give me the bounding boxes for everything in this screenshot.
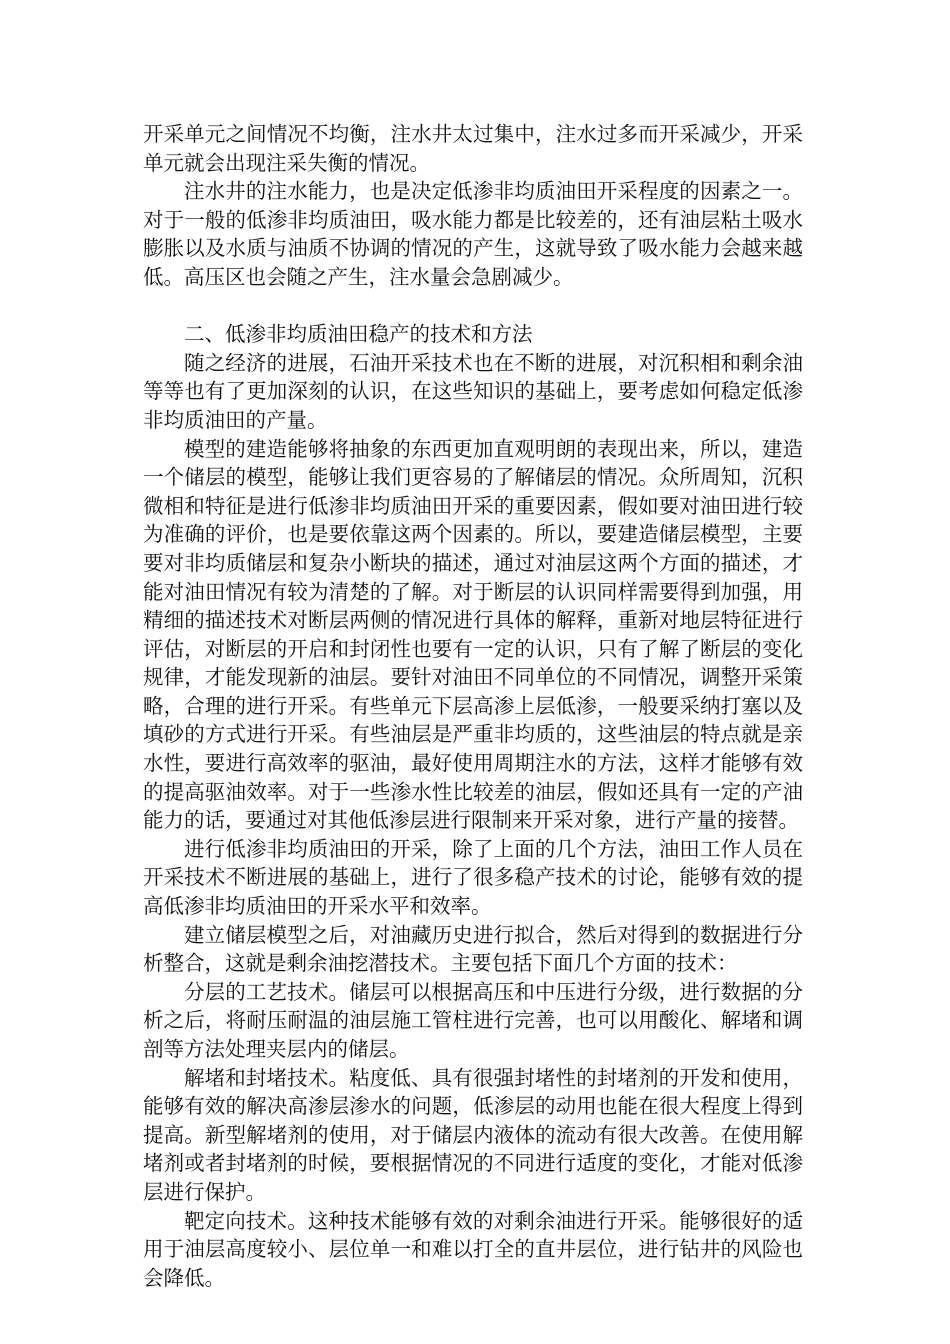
paragraph-remaining-oil: 建立储层模型之后，对油藏历史进行拟合，然后对得到的数据进行分析整合，这就是剩余油挖潜技术。主要包括下面几个方面的技术： bbox=[143, 922, 803, 976]
paragraph-reservoir-model: 模型的建造能够将抽象的东西更加直观明朗的表现出来，所以，建造一个储层的模型，能够让我们更容易的了解储层的情况。众所周知，沉积微相和特征是进行低渗非均质油田开采的重要因素，假如要对油田进行较为准确的评价，也是要依靠这两个因素的。所以，要建造储层模型，主要要对非均质储层和复杂小断块的描述，通过对油层这两个方面的描述，才能对油田情况有较为清楚的了解。对于断层的认识同样需要得到加强，用精细的描述技术对断层两侧的情况进行具体的解释，重新对地层特征进行评估，对断层的开启和封闭性也要有一定的认识，只有了解了断层的变化规律，才能发现新的油层。要针对油田不同单位的不同情况，调整开采策略，合理的进行开采。有些单元下层高渗上层低渗，一般要采纳打塞以及填砂的方式进行开采。有些油层是严重非均质的，这些油层的特点就是亲水性，要进行高效率的驱油，最好使用周期注水的方法，这样才能够有效的提高驱油效率。对于一些渗水性比较差的油层，假如还具有一定的产油能力的话，要通过对其他低渗层进行限制来开采对象，进行产量的接替。 bbox=[143, 436, 803, 833]
paragraph-target-orientation: 靶定向技术。这种技术能够有效的对剩余油进行开采。能够很好的适用于油层高度较小、层位单一和难以打全的直井层位，进行钻井的风险也会降低。 bbox=[143, 1208, 803, 1290]
paragraph-plugging-technology: 解堵和封堵技术。粘度低、具有很强封堵性的封堵剂的开发和使用，能够有效的解决高渗层渗水的问题，低渗层的动用也能在很大程度上得到提高。新型解堵剂的使用，对于储层内液体的流动有很大改善。在使用解堵剂或者封堵剂的时候，要根据情况的不同进行适度的变化，才能对低渗层进行保护。 bbox=[143, 1065, 803, 1204]
paragraph-stable-production: 进行低渗非均质油田的开采，除了上面的几个方法，油田工作人员在开采技术不断进展的基础上，进行了很多稳产技术的讨论，能够有效的提高低渗非均质油田的开采水平和效率。 bbox=[143, 836, 803, 919]
document-body bbox=[143, 120, 803, 1292]
paragraph-injection-capacity: 注水井的注水能力，也是决定低渗非均质油田开采程度的因素之一。对于一般的低渗非均质油田，吸水能力都是比较差的，还有油层粘土吸水膨胀以及水质与油质不协调的情况的产生，这就导致了吸水能力会越来越低。高压区也会随之产生，注水量会急剧减少。 bbox=[143, 179, 803, 289]
paragraph-continuation: 开采单元之间情况不均衡，注水井太过集中，注水过多而开采减少，开采单元就会出现注采失衡的情况。 bbox=[143, 122, 803, 175]
paragraph-layered-technology: 分层的工艺技术。储层可以根据高压和中压进行分级，进行数据的分析之后，将耐压耐温的油层施工管柱进行完善，也可以用酸化、解堵和调剖等方法处理夹层内的储层。 bbox=[143, 979, 803, 1061]
paragraph-economic-progress: 随之经济的进展，石油开采技术也在不断的进展，对沉积相和剩余油等等也有了更加深刻的认识，在这些知识的基础上，要考虑如何稳定低渗非均质油田的产量。 bbox=[143, 350, 803, 432]
section-heading: 二、低渗非均质油田稳产的技术和方法 bbox=[184, 322, 533, 347]
